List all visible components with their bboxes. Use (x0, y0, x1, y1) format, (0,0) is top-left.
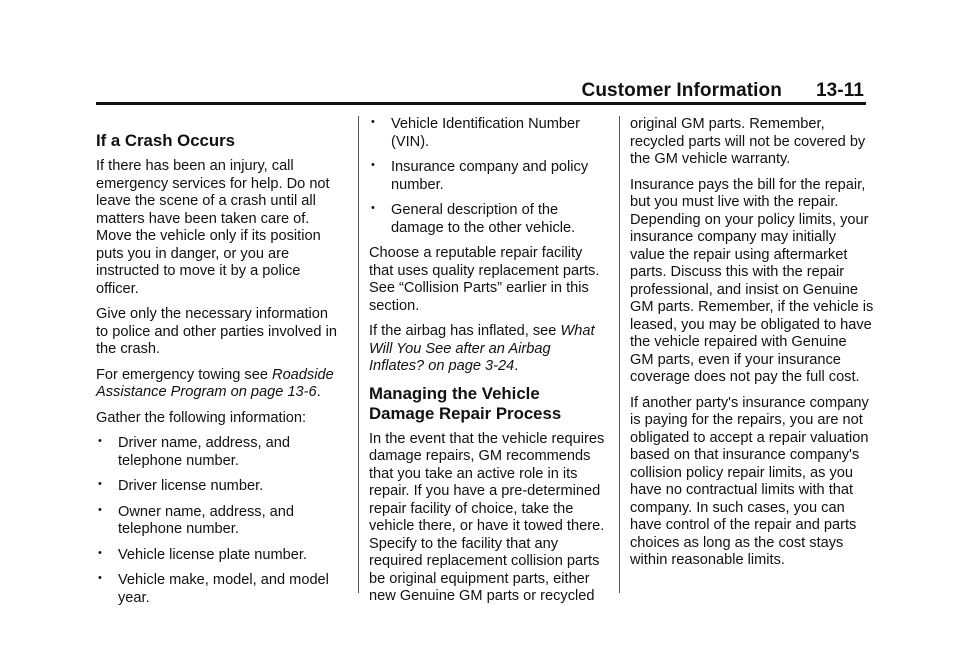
paragraph-text: If the airbag has inflated, see (369, 323, 561, 339)
paragraph: In the event that the vehicle requires damage repairs, GM recommends that you take an active role in its repair. If you have a pre-determined repair facility of choice, take the vehicle there, or have it towed there. Specify to the facility that any required replacement collision parts be original equipment parts, either new Genuine GM parts or recycled (369, 430, 605, 604)
list-item (96, 435, 341, 470)
bullet-icon: • (98, 546, 102, 559)
list-item (369, 202, 609, 237)
list-item-text: General description of the damage to the other vehicle. (391, 202, 576, 236)
bullet-icon: • (98, 572, 102, 584)
page-number: 13-11 (815, 80, 864, 101)
column-divider (358, 116, 359, 593)
column-3 (630, 116, 874, 578)
paragraph: original GM parts. Remember, recycled parts will not be covered by the GM vehicle warranty. (630, 116, 866, 167)
section-heading: Managing the Vehicle Damage Repair Process (369, 383, 562, 423)
list-item-text: Vehicle Identification Number (VIN). (391, 116, 581, 150)
bullet-icon: • (98, 503, 102, 516)
column-2 (369, 116, 609, 614)
paragraph (96, 367, 341, 402)
list-item-text: Driver license number. (118, 478, 264, 494)
list-item (369, 159, 609, 194)
list-item (96, 478, 341, 496)
list-item-text: Driver name, address, and telephone number. (118, 435, 290, 469)
bullet-icon: • (98, 435, 102, 447)
paragraph: Gather the following information: (96, 409, 307, 426)
paragraph: Give only the necessary information to police and other parties involved in the crash. (96, 306, 337, 357)
paragraph (369, 323, 609, 376)
paragraph-text: . (514, 358, 519, 374)
list-item-text: Owner name, address, and telephone number. (118, 503, 295, 537)
list-item-text: Vehicle make, model, and model year. (118, 572, 329, 606)
list-item (96, 572, 341, 607)
bullet-icon: • (371, 116, 375, 128)
paragraph-text: For emergency towing see (96, 366, 273, 383)
cross-reference-link[interactable]: Roadside Assistance Program on page 13-6 (96, 366, 334, 400)
section-title: Customer Information (581, 80, 782, 101)
list-item (369, 116, 609, 151)
header-rule (96, 102, 866, 105)
bullet-icon: • (371, 159, 375, 171)
paragraph: Insurance pays the bill for the repair, but you must live with the repair. Depending on your policy limits, your insurance company may initially value the repair using aftermarket parts. Discuss this with the repair professional, and insist on Genuine GM parts. Remember, if the vehicle is leased, you may be obligated to have the vehicle repaired with Genuine GM parts, even if your insurance coverage does not pay the full cost. (630, 176, 874, 385)
column-1 (96, 116, 341, 615)
list-item-text: Vehicle license plate number. (118, 546, 308, 563)
paragraph: Choose a reputable repair facility that uses quality replacement parts. See “Collision Parts” earlier in this section. (369, 245, 600, 314)
bullet-icon: • (371, 202, 375, 214)
column-divider (619, 116, 620, 593)
list-item (96, 504, 341, 539)
paragraph: If another party's insurance company is paying for the repairs, you are not obligated to accept a repair valuation based on that insurance company's collision policy repair limits, as you have no contractual limits with that company. In such cases, you can have control of the repair and parts choices as long as the cost stays within reasonable limits. (630, 394, 869, 568)
paragraph-text: . (316, 384, 321, 400)
list-item-text: Insurance company and policy number. (391, 159, 589, 193)
page-header (582, 80, 865, 102)
section-heading: If a Crash Occurs (96, 131, 235, 150)
list-item (96, 547, 341, 565)
bullet-icon: • (98, 478, 102, 490)
cross-reference-link[interactable]: What Will You See after an Airbag Inflates? on page 3-24 (369, 323, 595, 374)
paragraph: If there has been an injury, call emergency services for help. Do not leave the scene of a crash until all matters have been taken care of. Move the vehicle only if its position puts you in danger, or you are instructed to move it by a police officer. (96, 158, 330, 297)
